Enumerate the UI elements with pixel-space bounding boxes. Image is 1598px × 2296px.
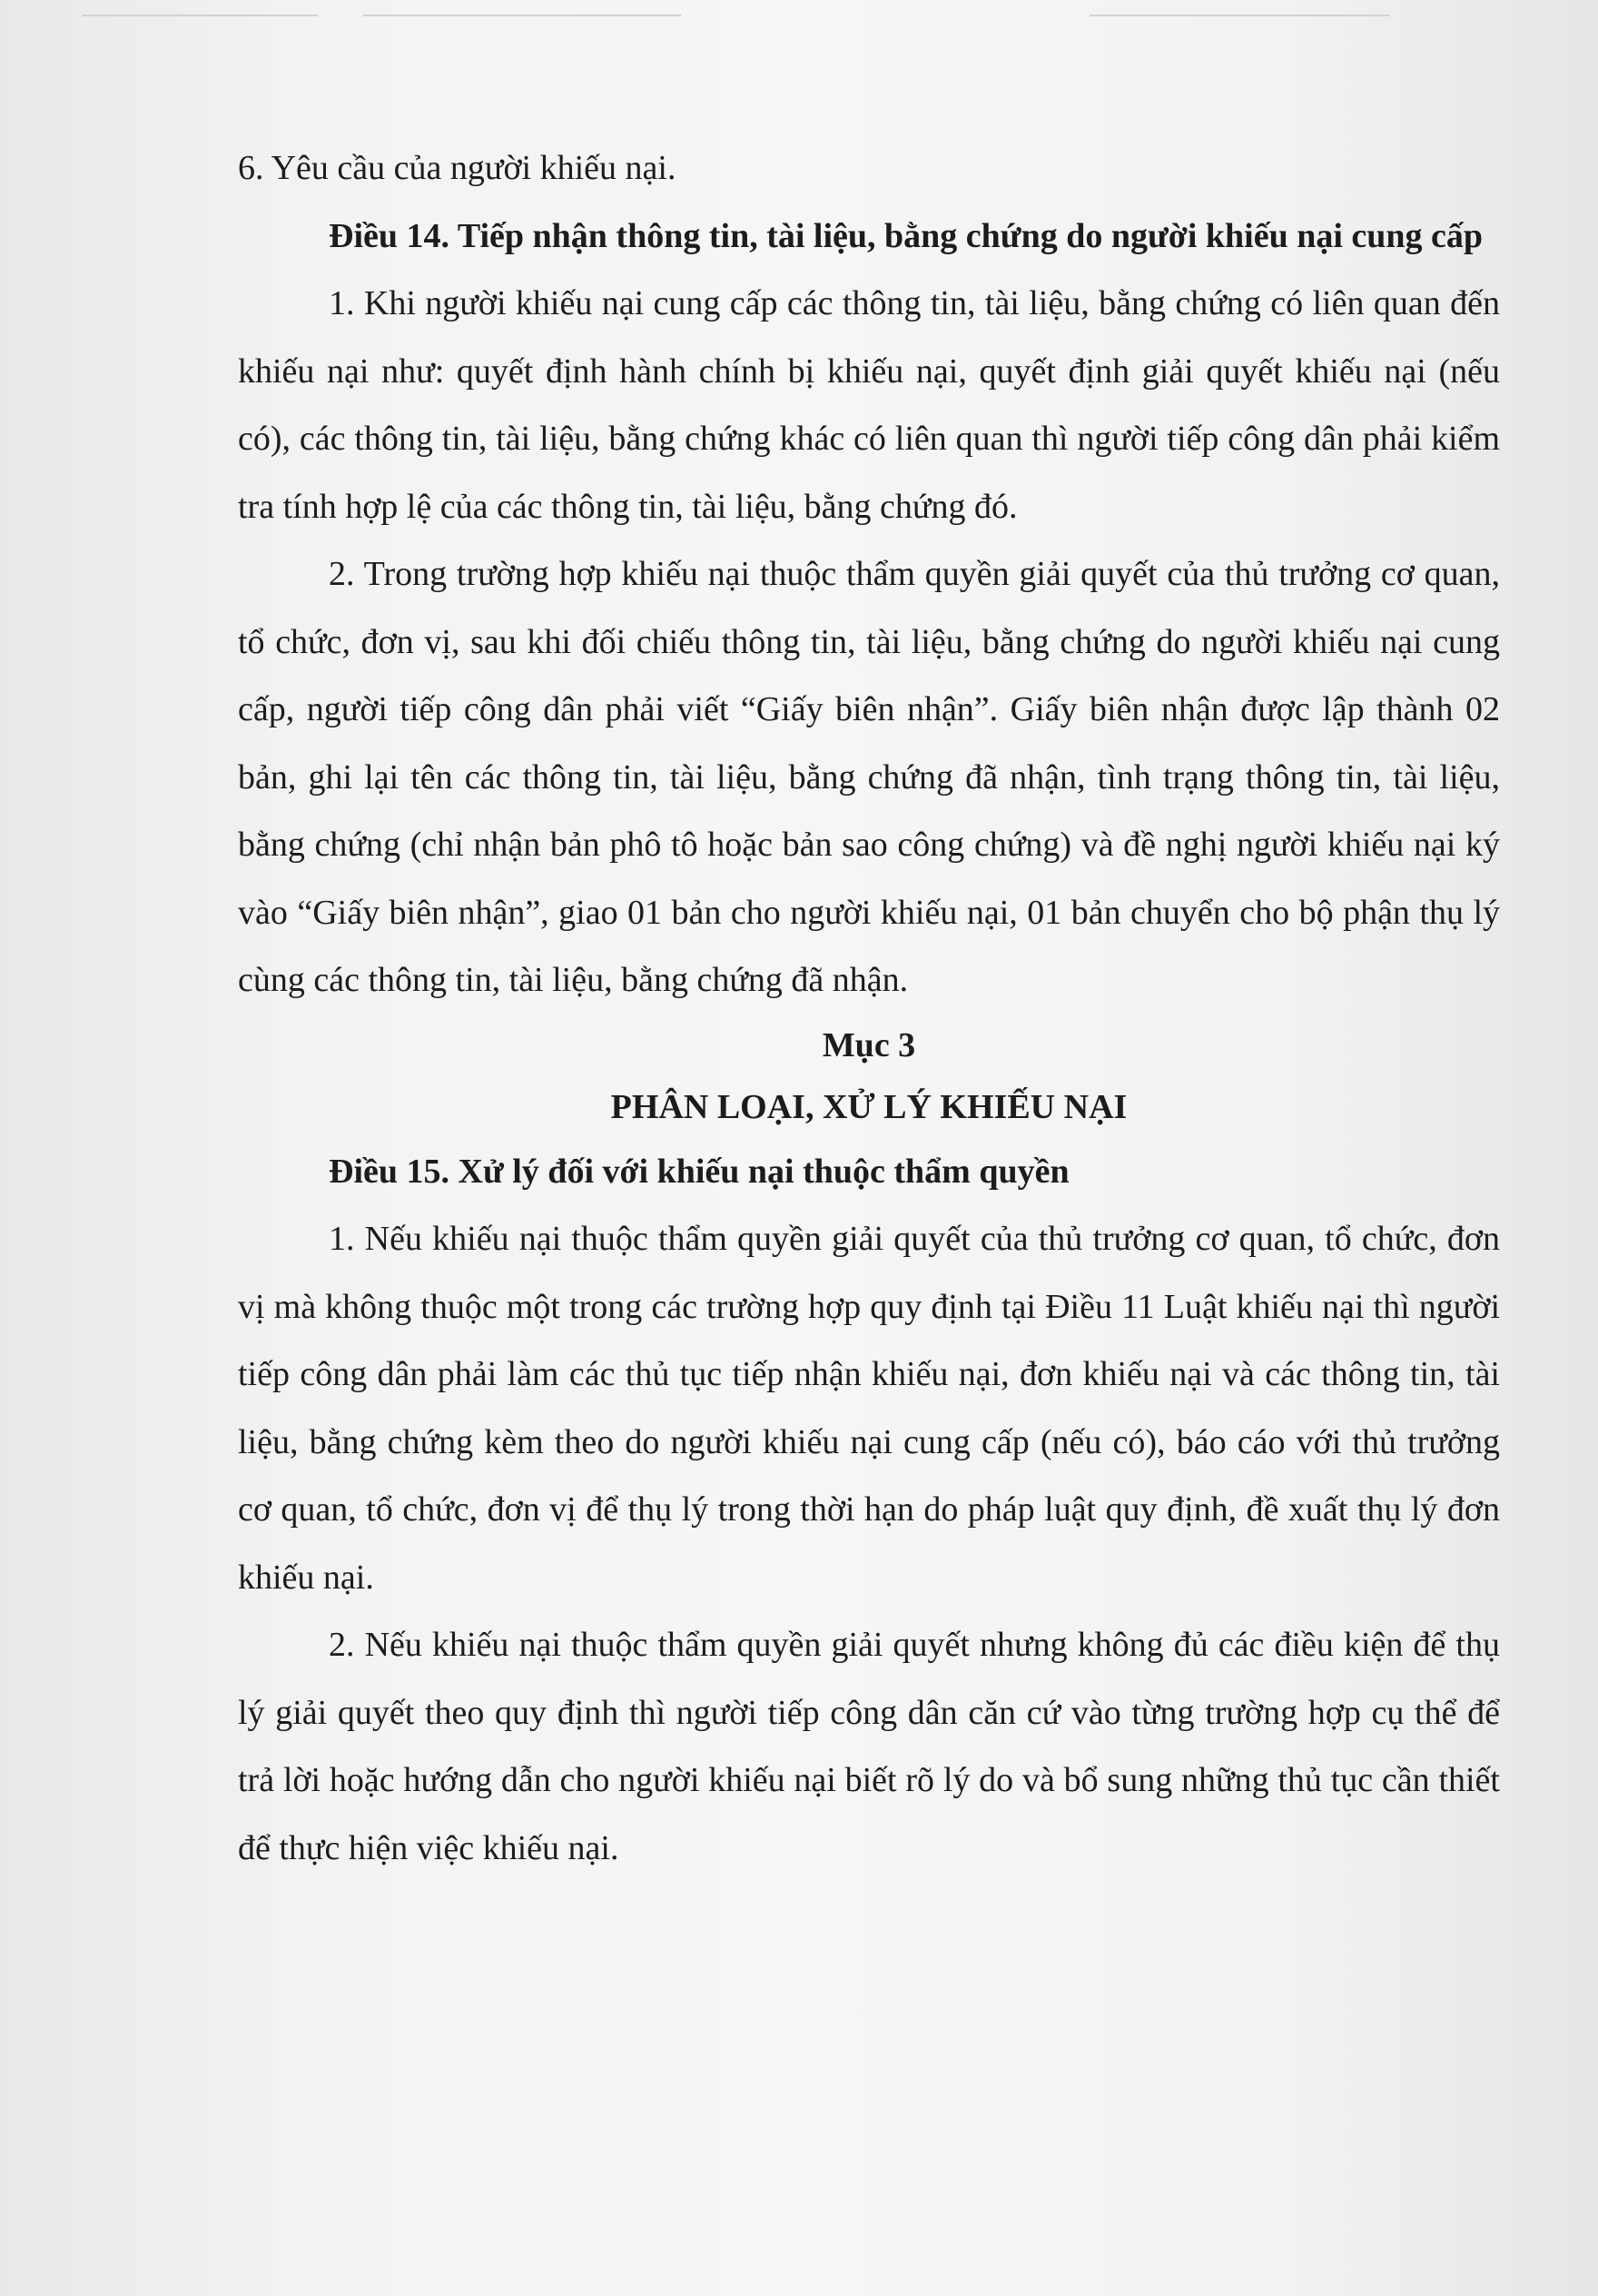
article-15-title: Điều 15. Xử lý đối với khiếu nại thuộc thẩm quyền (329, 1152, 1070, 1191)
section-title: PHÂN LOẠI, XỬ LÝ KHIẾU NẠI (610, 1087, 1128, 1126)
article-14-clause-2: 2. Trong trường hợp khiếu nại thuộc thẩm quyền giải quyết của thủ trưởng cơ quan, tổ chức, đơn vị, sau khi đối chiếu thông tin, tài liệu, bằng chứng do người khiếu nại cung cấp, người tiếp công dân phải viết “Giấy biên nhận”. Giấy biên nhận được lập thành 02 bản, ghi lại tên các thông tin, tài liệu, bằng chứng đã nhận, tình trạng thông tin, tài liệu, bằng chứng (chỉ nhận bản phô tô hoặc bản sao công chứng) và đề nghị người khiếu nại ký vào “Giấy biên nhận”, giao 01 bản cho người khiếu nại, 01 bản chuyển cho bộ phận thụ lý cùng các thông tin, tài liệu, bằng chứng đã nhận. (238, 555, 1500, 999)
document-body (238, 134, 1500, 1882)
article-15-clause-1: 1. Nếu khiếu nại thuộc thẩm quyền giải quyết của thủ trưởng cơ quan, tổ chức, đơn vị mà không thuộc một trong các trường hợp quy định tại Điều 11 Luật khiếu nại thì người tiếp công dân phải làm các thủ tục tiếp nhận khiếu nại, đơn khiếu nại và các thông tin, tài liệu, bằng chứng kèm theo do người khiếu nại cung cấp (nếu có), báo cáo với thủ trưởng cơ quan, tổ chức, đơn vị để thụ lý trong thời hạn do pháp luật quy định, đề xuất thụ lý đơn khiếu nại. (238, 1220, 1500, 1597)
article-14-clause-1: 1. Khi người khiếu nại cung cấp các thông tin, tài liệu, bằng chứng có liên quan đến khiếu nại như: quyết định hành chính bị khiếu nại, quyết định giải quyết khiếu nại (nếu có), các thông tin, tài liệu, bằng chứng khác có liên quan thì người tiếp công dân phải kiểm tra tính hợp lệ của các thông tin, tài liệu, bằng chứng đó. (238, 284, 1500, 526)
article-14-title: Điều 14. Tiếp nhận thông tin, tài liệu, bằng chứng do người khiếu nại cung cấp (329, 216, 1484, 255)
article-15-clause-2: 2. Nếu khiếu nại thuộc thẩm quyền giải quyết nhưng không đủ các điều kiện để thụ lý giải quyết theo quy định thì người tiếp công dân căn cứ vào từng trường hợp cụ thể để trả lời hoặc hướng dẫn cho người khiếu nại biết rõ lý do và bổ sung những thủ tục cần thiết để thực hiện việc khiếu nại. (238, 1626, 1500, 1867)
section-number: Mục 3 (822, 1025, 916, 1064)
top-rule (82, 15, 318, 16)
top-rule (1090, 15, 1389, 16)
top-rule (363, 15, 681, 16)
item-6: 6. Yêu cầu của người khiếu nại. (238, 149, 676, 187)
